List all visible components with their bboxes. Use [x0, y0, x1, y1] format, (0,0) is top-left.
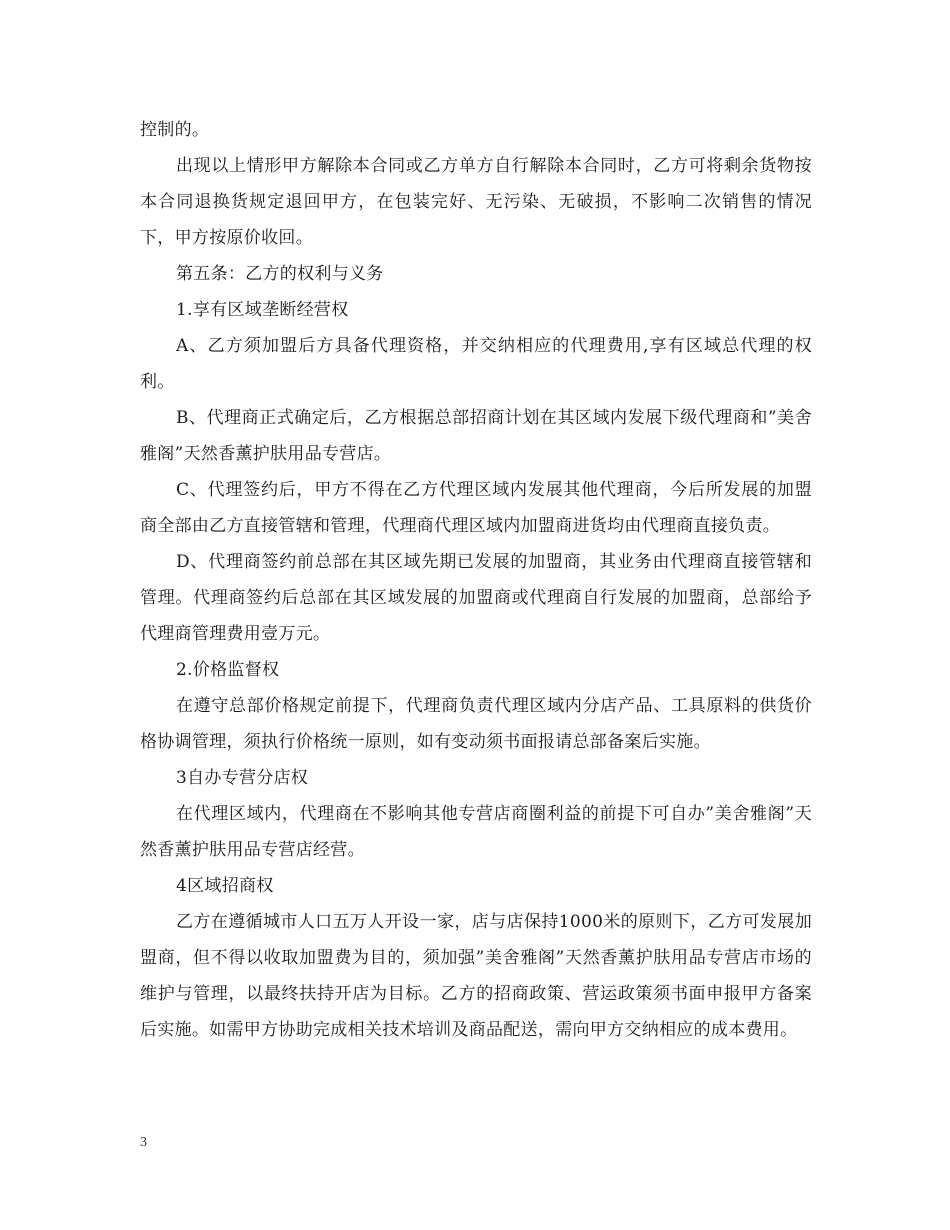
- document-body: [140, 112, 812, 1048]
- page-number: 3: [140, 1135, 147, 1150]
- paragraph-item-c: C、代理签约后，甲方不得在乙方代理区域内发展其他代理商，今后所发展的加盟商全部由乙方直接管辖和管理，代理商代理区域内加盟商进货均由代理商直接负责。: [140, 480, 812, 536]
- subsection-heading-4: 4区域招商权: [176, 876, 274, 896]
- paragraph-1: 控制的。: [140, 120, 210, 140]
- subsection-heading-1: 1.享有区域垄断经营权: [176, 300, 349, 320]
- subsection-heading-3: 3自办专营分店权: [176, 768, 309, 788]
- paragraph-own-store: 在代理区域内，代理商在不影响其他专营店商圈利益的前提下可自办”美舍雅阁”天然香薰护肤用品专营店经营。: [140, 804, 812, 860]
- paragraph-regional-recruitment: 乙方在遵循城市人口五万人开设一家，店与店保持1000米的原则下，乙方可发展加盟商，但不得以收取加盟费为目的，须加强”美舍雅阁”天然香薰护肤用品专营店市场的维护与管理，以最终扶持开店为目标。乙方的招商政策、营运政策须书面申报甲方备案后实施。如需甲方协助完成相关技术培训及商品配送，需向甲方交纳相应的成本费用。: [140, 912, 812, 1040]
- paragraph-item-a: A、乙方须加盟后方具备代理资格，并交纳相应的代理费用,享有区域总代理的权利。: [140, 336, 812, 392]
- paragraph-item-d: D、代理商签约前总部在其区域先期已发展的加盟商，其业务由代理商直接管辖和管理。代理商签约后总部在其区域发展的加盟商或代理商自行发展的加盟商，总部给予代理商管理费用壹万元。: [140, 552, 812, 644]
- paragraph-item-b: B、代理商正式确定后，乙方根据总部招商计划在其区域内发展下级代理商和”美舍雅阁”天然香薰护肤用品专营店。: [140, 408, 812, 464]
- paragraph-price-supervision: 在遵守总部价格规定前提下，代理商负责代理区域内分店产品、工具原料的供货价格协调管理，须执行价格统一原则，如有变动须书面报请总部备案后实施。: [140, 696, 812, 752]
- subsection-heading-2: 2.价格监督权: [176, 660, 280, 680]
- paragraph-2: 出现以上情形甲方解除本合同或乙方单方自行解除本合同时，乙方可将剩余货物按本合同退换货规定退回甲方，在包装完好、无污染、无破损，不影响二次销售的情况下，甲方按原价收回。: [140, 156, 812, 248]
- section-heading-article-5: 第五条：乙方的权利与义务: [176, 264, 384, 284]
